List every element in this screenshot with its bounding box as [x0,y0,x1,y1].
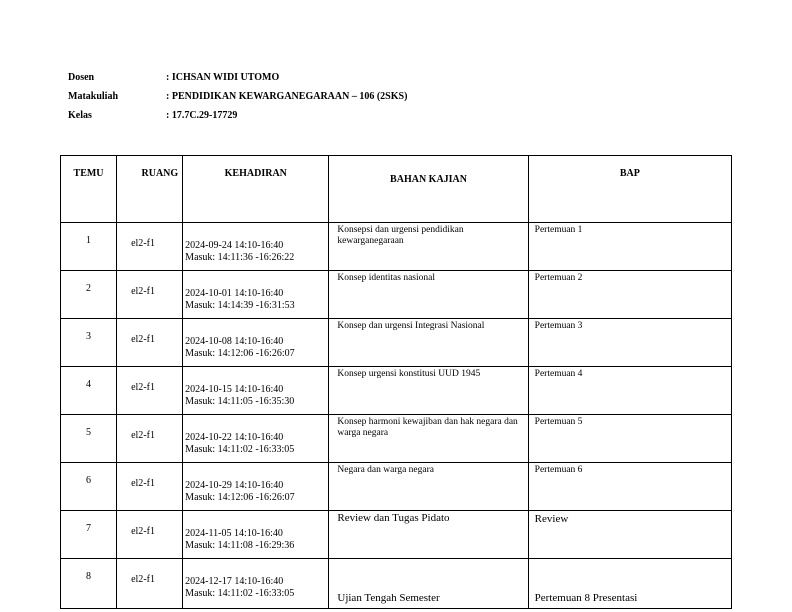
masuk-text: Masuk: 14:11:36 -16:26:22 [185,252,295,263]
temu-number: 2 [86,283,92,294]
bahan-kajian-cell [329,367,528,415]
table-row [61,511,732,559]
bahan-kajian-text: Negara dan warga negara [337,465,434,475]
bap-cell [528,559,731,609]
bahan-kajian-cell [329,559,528,609]
ruang-value: el2-f1 [131,478,155,489]
bahan-kajian-cell [329,415,528,463]
ruang-cell [117,319,183,367]
masuk-text: Masuk: 14:11:05 -16:35:30 [185,396,295,407]
jadwal-text: 2024-09-24 14:10-16:40 [185,240,284,251]
ruang-value: el2-f1 [131,286,155,297]
bap-text: Pertemuan 5 [534,417,583,427]
table-row [61,367,732,415]
temu-number: 6 [86,475,92,486]
jadwal-text: 2024-11-05 14:10-16:40 [185,528,283,539]
table-header-row [61,156,732,223]
bap-text: Pertemuan 1 [534,225,583,235]
masuk-text: Masuk: 14:14:39 -16:31:53 [185,300,295,311]
jadwal-text: 2024-10-08 14:10-16:40 [185,336,284,347]
bap-text: Pertemuan 4 [534,369,583,379]
table-row [61,319,732,367]
ruang-value: el2-f1 [131,574,155,585]
col-header-bahan-kajian: BAHAN KAJIAN [329,156,528,223]
matakuliah-value: : PENDIDIKAN KEWARGANEGARAAN – 106 (2SKS) [166,91,408,102]
masuk-text: Masuk: 14:12:06 -16:26:07 [185,492,295,503]
kehadiran-cell [183,367,329,415]
temu-number: 4 [86,379,92,390]
ruang-cell [117,463,183,511]
bahan-kajian-text: Konsepsi dan urgensi pendidikan kewarganegaraan [337,225,464,246]
jadwal-text: 2024-10-29 14:10-16:40 [185,480,284,491]
temu-number: 7 [86,523,92,534]
bap-text: Review [534,513,569,525]
bahan-kajian-text: Konsep urgensi konstitusi UUD 1945 [337,369,481,379]
col-header-kehadiran: KEHADIRAN [183,156,329,223]
ruang-value: el2-f1 [131,430,155,441]
bahan-kajian-cell [329,271,528,319]
masuk-text: Masuk: 14:12:06 -16:26:07 [185,348,295,359]
bap-text: Pertemuan 8 Presentasi [534,592,638,604]
temu-number: 5 [86,427,92,438]
ruang-cell [117,223,183,271]
col-header-temu: TEMU [61,156,117,223]
kehadiran-cell [183,319,329,367]
attendance-table [60,155,732,609]
temu-cell [61,559,117,609]
kehadiran-cell [183,511,329,559]
jadwal-text: 2024-10-22 14:10-16:40 [185,432,284,443]
bap-cell [528,271,731,319]
temu-cell [61,319,117,367]
bahan-kajian-text: Konsep identitas nasional [337,273,435,283]
bahan-kajian-text: Review dan Tugas Pidato [337,512,450,524]
ruang-cell [117,511,183,559]
dosen-value: : ICHSAN WIDI UTOMO [166,72,280,83]
table-row [61,559,732,609]
bahan-kajian-cell [329,463,528,511]
bahan-kajian-cell [329,319,528,367]
masuk-text: Masuk: 14:11:02 -16:33:05 [185,588,295,599]
bap-cell [528,367,731,415]
bahan-kajian-text: Ujian Tengah Semester [337,592,440,604]
bap-cell [528,415,731,463]
temu-cell [61,415,117,463]
dosen-label: Dosen [68,72,95,83]
ruang-cell [117,559,183,609]
bahan-kajian-cell [329,223,528,271]
bap-cell [528,511,731,559]
temu-number: 8 [86,571,92,582]
temu-number: 3 [86,331,92,342]
ruang-cell [117,367,183,415]
bahan-kajian-cell [329,511,528,559]
ruang-value: el2-f1 [131,526,155,537]
jadwal-text: 2024-12-17 14:10-16:40 [185,576,284,587]
kehadiran-cell [183,223,329,271]
bahan-kajian-text: Konsep harmoni kewajiban dan hak negara dan warga negara [337,417,518,438]
table-row [61,415,732,463]
kehadiran-cell [183,559,329,609]
kehadiran-cell [183,271,329,319]
masuk-text: Masuk: 14:11:02 -16:33:05 [185,444,295,455]
ruang-value: el2-f1 [131,334,155,345]
bap-text: Pertemuan 6 [534,465,583,475]
col-header-bap: BAP [528,156,731,223]
matakuliah-label: Matakuliah [68,91,119,102]
temu-cell [61,271,117,319]
ruang-value: el2-f1 [131,382,155,393]
kehadiran-cell [183,463,329,511]
kehadiran-cell [183,415,329,463]
bap-text: Pertemuan 3 [534,321,583,331]
bap-cell [528,223,731,271]
ruang-cell [117,415,183,463]
kelas-label: Kelas [68,110,92,121]
temu-cell [61,223,117,271]
temu-number: 1 [86,235,92,246]
col-header-ruang: RUANG [117,156,183,223]
bap-text: Pertemuan 2 [534,273,583,283]
temu-cell [61,463,117,511]
ruang-cell [117,271,183,319]
bahan-kajian-text: Konsep dan urgensi Integrasi Nasional [337,321,485,331]
table-row [61,271,732,319]
kelas-value: : 17.7C.29-17729 [166,110,238,121]
bap-cell [528,319,731,367]
bap-cell [528,463,731,511]
jadwal-text: 2024-10-15 14:10-16:40 [185,384,284,395]
table-row [61,223,732,271]
masuk-text: Masuk: 14:11:08 -16:29:36 [185,540,295,551]
temu-cell [61,367,117,415]
table-row [61,463,732,511]
jadwal-text: 2024-10-01 14:10-16:40 [185,288,284,299]
ruang-value: el2-f1 [131,238,155,249]
temu-cell [61,511,117,559]
